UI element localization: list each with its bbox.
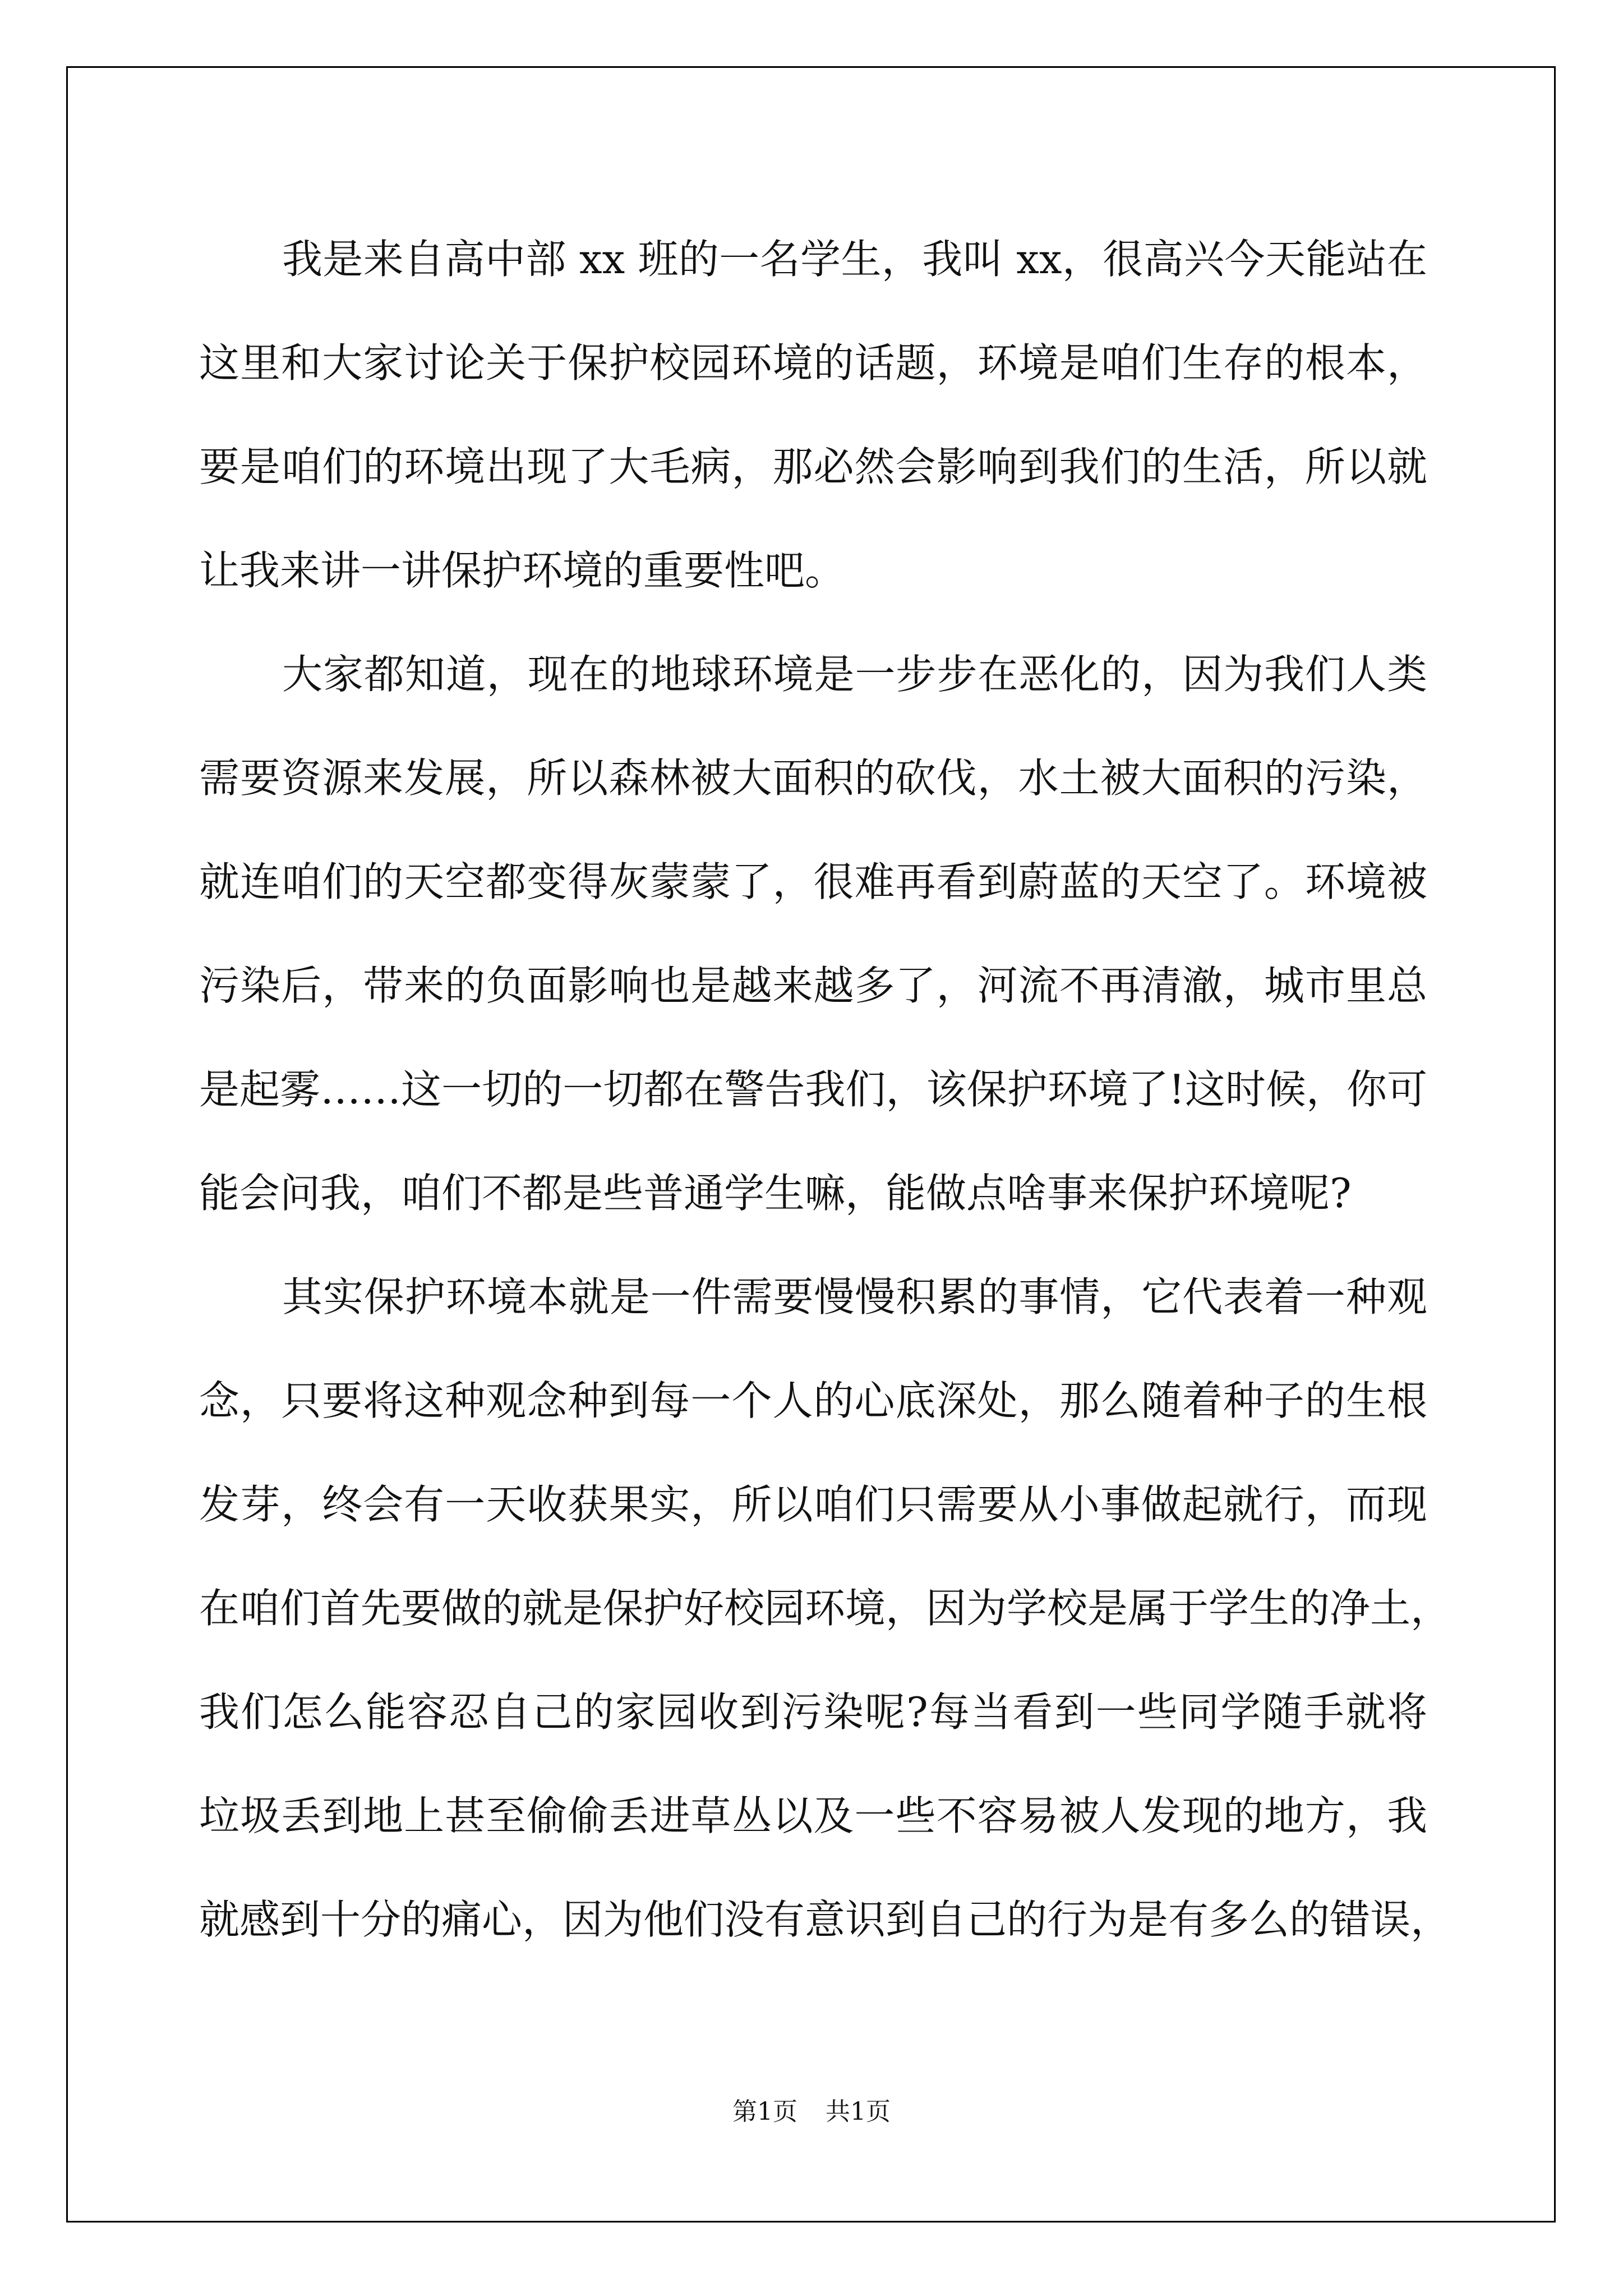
paragraph-line: 我是来自高中部 xx 班的一名学生，我叫 xx，很高兴今天能站在	[282, 236, 1427, 283]
paragraph-2	[199, 623, 1427, 1245]
paragraph-line: 在咱们首先要做的就是保护好校园环境，因为学校是属于学生的净土，	[199, 1585, 1451, 1632]
paragraph-line: 大家都知道，现在的地球环境是一步步在恶化的，因为我们人类	[282, 651, 1427, 698]
page-number-current: 第1页	[732, 2097, 797, 2126]
paragraph-line: 我们怎么能容忍自己的家园收到污染呢?每当看到一些同学随手就将	[199, 1688, 1427, 1736]
paragraph-line: 这里和大家讨论关于保护校园环境的话题，环境是咱们生存的根本，	[199, 339, 1427, 386]
paragraph-line: 就感到十分的痛心，因为他们没有意识到自己的行为是有多么的错误，	[199, 1896, 1451, 1943]
paragraph-line: 就连咱们的天空都变得灰蒙蒙了，很难再看到蔚蓝的天空了。环境被	[199, 858, 1427, 905]
paragraph-line: 垃圾丢到地上甚至偷偷丢进草丛以及一些不容易被人发现的地方，我	[199, 1792, 1427, 1839]
paragraph-line: 其实保护环境本就是一件需要慢慢积累的事情，它代表着一种观	[282, 1273, 1427, 1320]
paragraph-line: 念，只要将这种观念种到每一个人的心底深处，那么随着种子的生根	[199, 1377, 1427, 1424]
paragraph-line: 让我来讲一讲保护环境的重要性吧。	[199, 547, 846, 594]
page-number-total: 共1页	[826, 2097, 891, 2126]
paragraph-line: 能会问我，咱们不都是些普通学生嘛，能做点啥事来保护环境呢?	[199, 1170, 1352, 1217]
paragraph-1	[199, 208, 1427, 623]
paragraph-line: 污染后，带来的负面影响也是越来越多了，河流不再清澈，城市里总	[199, 962, 1427, 1009]
page-footer	[0, 2091, 1623, 2127]
document-body	[199, 208, 1451, 1972]
paragraph-line: 发芽，终会有一天收获果实，所以咱们只需要从小事做起就行，而现	[199, 1481, 1427, 1528]
paragraph-line: 要是咱们的环境出现了大毛病，那必然会影响到我们的生活，所以就	[199, 443, 1427, 490]
paragraph-line: 是起雾……这一切的一切都在警告我们，该保护环境了!这时候，你可	[199, 1066, 1427, 1113]
paragraph-3	[199, 1245, 1451, 1972]
paragraph-line: 需要资源来发展，所以森林被大面积的砍伐，水土被大面积的污染，	[199, 754, 1427, 802]
